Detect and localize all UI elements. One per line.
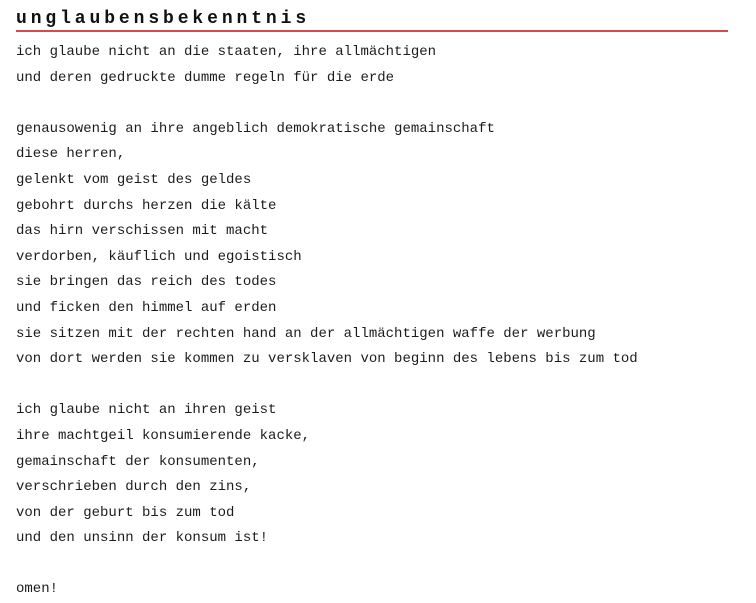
document-page — [16, 8, 728, 603]
poem-line: gemainschaft der konsumenten, — [16, 453, 260, 470]
document-title: unglaubensbekenntnis — [16, 9, 311, 29]
poem-line: und deren gedruckte dumme regeln für die erde — [16, 69, 395, 86]
stanza-gap — [16, 91, 728, 117]
poem-line: sie bringen das reich des todes — [16, 274, 277, 291]
stanza-2 — [16, 117, 728, 373]
poem-line: genausowenig an ihre angeblich demokratische gemainschaft — [16, 120, 495, 137]
poem-line: gelenkt vom geist des geldes — [16, 171, 252, 188]
poem-line: ich glaube nicht an ihren geist — [16, 402, 277, 419]
stanza-3 — [16, 398, 728, 552]
stanza-gap — [16, 552, 728, 578]
stanza-gap — [16, 373, 728, 399]
poem-line: verschrieben durch den zins, — [16, 479, 252, 496]
poem-line: von dort werden sie kommen zu versklaven von beginn des lebens bis zum tod — [16, 351, 638, 368]
poem-line: das hirn verschissen mit macht — [16, 223, 269, 240]
poem-line: omen! — [16, 581, 59, 598]
poem-line: und ficken den himmel auf erden — [16, 299, 277, 316]
title-underline-rule — [16, 30, 728, 32]
poem-line: ihre machtgeil konsumierende kacke, — [16, 427, 311, 444]
poem-line: gebohrt durchs herzen die kälte — [16, 197, 277, 214]
poem-line: verdorben, käuflich und egoistisch — [16, 248, 302, 265]
stanza-1 — [16, 40, 728, 91]
poem-body — [16, 40, 728, 603]
poem-line: diese herren, — [16, 146, 126, 163]
poem-line: von der geburt bis zum tod — [16, 504, 235, 521]
poem-line: ich glaube nicht an die staaten, ihre allmächtigen — [16, 44, 437, 60]
stanza-4 — [16, 577, 728, 603]
poem-line: und den unsinn der konsum ist! — [16, 530, 269, 547]
poem-line: sie sitzen mit der rechten hand an der allmächtigen waffe der werbung — [16, 325, 596, 342]
